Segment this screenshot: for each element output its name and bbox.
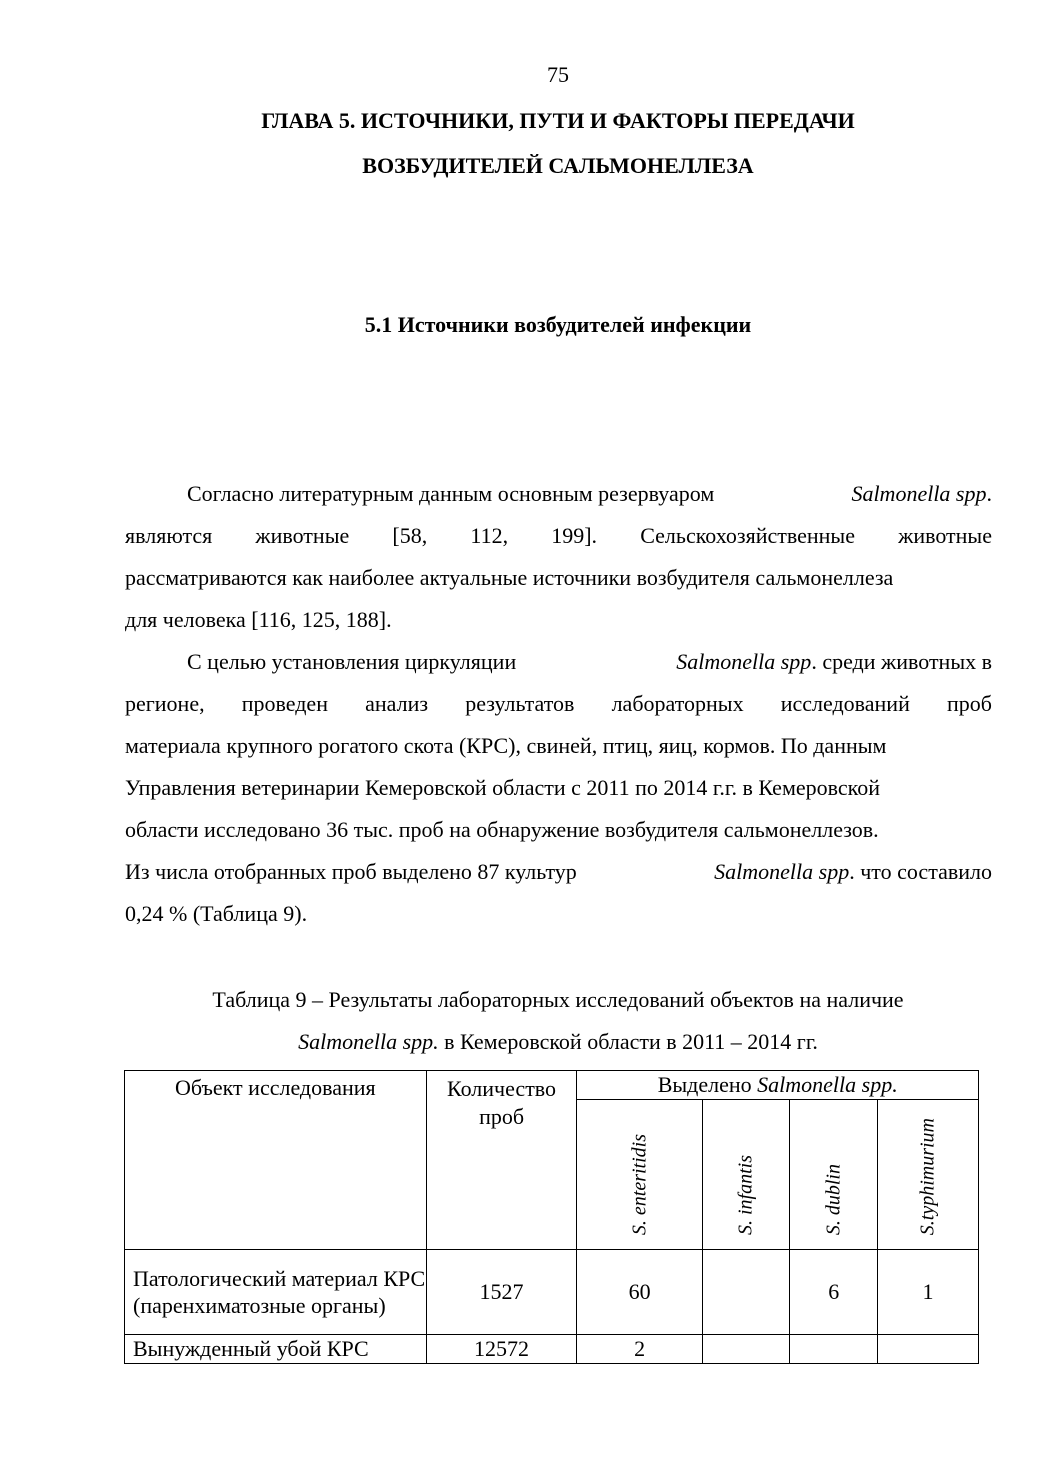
- word: анализ: [365, 691, 429, 716]
- row-value: [878, 1335, 979, 1364]
- italic-term: Salmonella spp: [714, 859, 850, 884]
- paragraph-1-line-4: для человека [116, 125, 188].: [125, 607, 392, 632]
- species-label: S. dublin: [822, 1163, 845, 1235]
- results-table: [124, 1070, 979, 1364]
- paragraph-2-line-7: 0,24 % (Таблица 9).: [125, 901, 308, 926]
- chapter-title-line-1: ГЛАВА 5. ИСТОЧНИКИ, ПУТИ И ФАКТОРЫ ПЕРЕДАЧИ: [261, 108, 855, 133]
- table-caption-line-2: [0, 1028, 1040, 1056]
- table-row: [125, 1250, 979, 1335]
- species-label: S.typhimurium: [916, 1117, 939, 1235]
- paragraph-2-line-1: [187, 648, 992, 676]
- table-caption-line-1: Таблица 9 – Результаты лабораторных исследований объектов на наличие: [212, 987, 904, 1012]
- word: проб: [946, 691, 992, 716]
- text-span: . среди животных в: [811, 649, 992, 674]
- text-span: [676, 648, 992, 676]
- word: Сельскохозяйственные: [640, 523, 855, 548]
- word: лабораторных: [611, 691, 744, 716]
- text-span: Согласно литературным данным основным резервуаром: [187, 481, 715, 506]
- row-qty: 12572: [426, 1335, 577, 1364]
- header-species-dublin: [790, 1100, 878, 1250]
- text-span: [851, 480, 992, 508]
- chapter-title: [0, 98, 1040, 188]
- word: исследований: [780, 691, 910, 716]
- header-quantity: Количество проб: [426, 1071, 577, 1250]
- word: результатов: [465, 691, 575, 716]
- word: [58,: [392, 523, 428, 548]
- row-name: Вынужденный убой КРС: [125, 1335, 427, 1364]
- paragraph-1-line-1: [187, 480, 992, 508]
- row-value: 2: [577, 1335, 702, 1364]
- paragraph-2-line-2: [125, 690, 992, 718]
- italic-term: Salmonella spp.: [298, 1029, 439, 1054]
- header-selected: [577, 1071, 979, 1100]
- paragraph-1-line-2: [125, 522, 992, 550]
- row-value: 1: [878, 1250, 979, 1335]
- header-species-typhimurium: [878, 1100, 979, 1250]
- row-value: [702, 1335, 790, 1364]
- text-span: [714, 858, 992, 886]
- italic-term: Salmonella spp.: [757, 1072, 898, 1097]
- row-name: Патологический материал КРС (паренхиматозные органы): [125, 1250, 427, 1335]
- row-value: 6: [790, 1250, 878, 1335]
- header-species-enteritidis: [577, 1100, 702, 1250]
- italic-term: Salmonella spp: [676, 649, 812, 674]
- paragraph-2-line-5: области исследовано 36 тыс. проб на обнаружение возбудителя сальмонеллезов.: [125, 817, 879, 842]
- paragraph-2-line-6: [125, 858, 992, 886]
- chapter-title-line-2: ВОЗБУДИТЕЛЕЙ САЛЬМОНЕЛЛЕЗА: [362, 153, 754, 178]
- italic-term: Salmonella spp: [851, 481, 987, 506]
- species-label: S. enteritidis: [628, 1133, 651, 1235]
- text-span: Из числа отобранных проб выделено 87 культур: [125, 859, 577, 884]
- row-value: [702, 1250, 790, 1335]
- table-header-row: [125, 1071, 979, 1100]
- word: животные: [255, 523, 350, 548]
- section-title: 5.1 Источники возбудителей инфекции: [364, 312, 752, 337]
- row-qty: 1527: [426, 1250, 577, 1335]
- text-span: в Кемеровской области в 2011 – 2014 гг.: [438, 1029, 818, 1054]
- header-object: Объект исследования: [125, 1071, 427, 1250]
- word: животные: [898, 523, 992, 548]
- row-value: 60: [577, 1250, 702, 1335]
- word: являются: [125, 523, 213, 548]
- text-span: Выделено: [657, 1072, 758, 1097]
- word: 112,: [470, 523, 509, 548]
- word: 199].: [551, 523, 598, 548]
- word: регионе,: [125, 691, 205, 716]
- table-row: [125, 1335, 979, 1364]
- text-span: . что составило: [849, 859, 992, 884]
- word: проведен: [241, 691, 328, 716]
- row-value: [790, 1335, 878, 1364]
- paragraph-2-line-4: Управления ветеринарии Кемеровской области с 2011 по 2014 г.г. в Кемеровской: [125, 775, 880, 800]
- paragraph-2-line-3: материала крупного рогатого скота (КРС), свиней, птиц, яиц, кормов. По данным: [125, 733, 887, 758]
- paragraph-1-line-3: рассматриваются как наиболее актуальные источники возбудителя сальмонеллеза: [125, 565, 894, 590]
- page-number: 75: [547, 62, 569, 87]
- header-species-infantis: [702, 1100, 790, 1250]
- text-span: .: [986, 481, 992, 506]
- species-label: S. infantis: [734, 1154, 757, 1235]
- text-span: С целью установления циркуляции: [187, 649, 517, 674]
